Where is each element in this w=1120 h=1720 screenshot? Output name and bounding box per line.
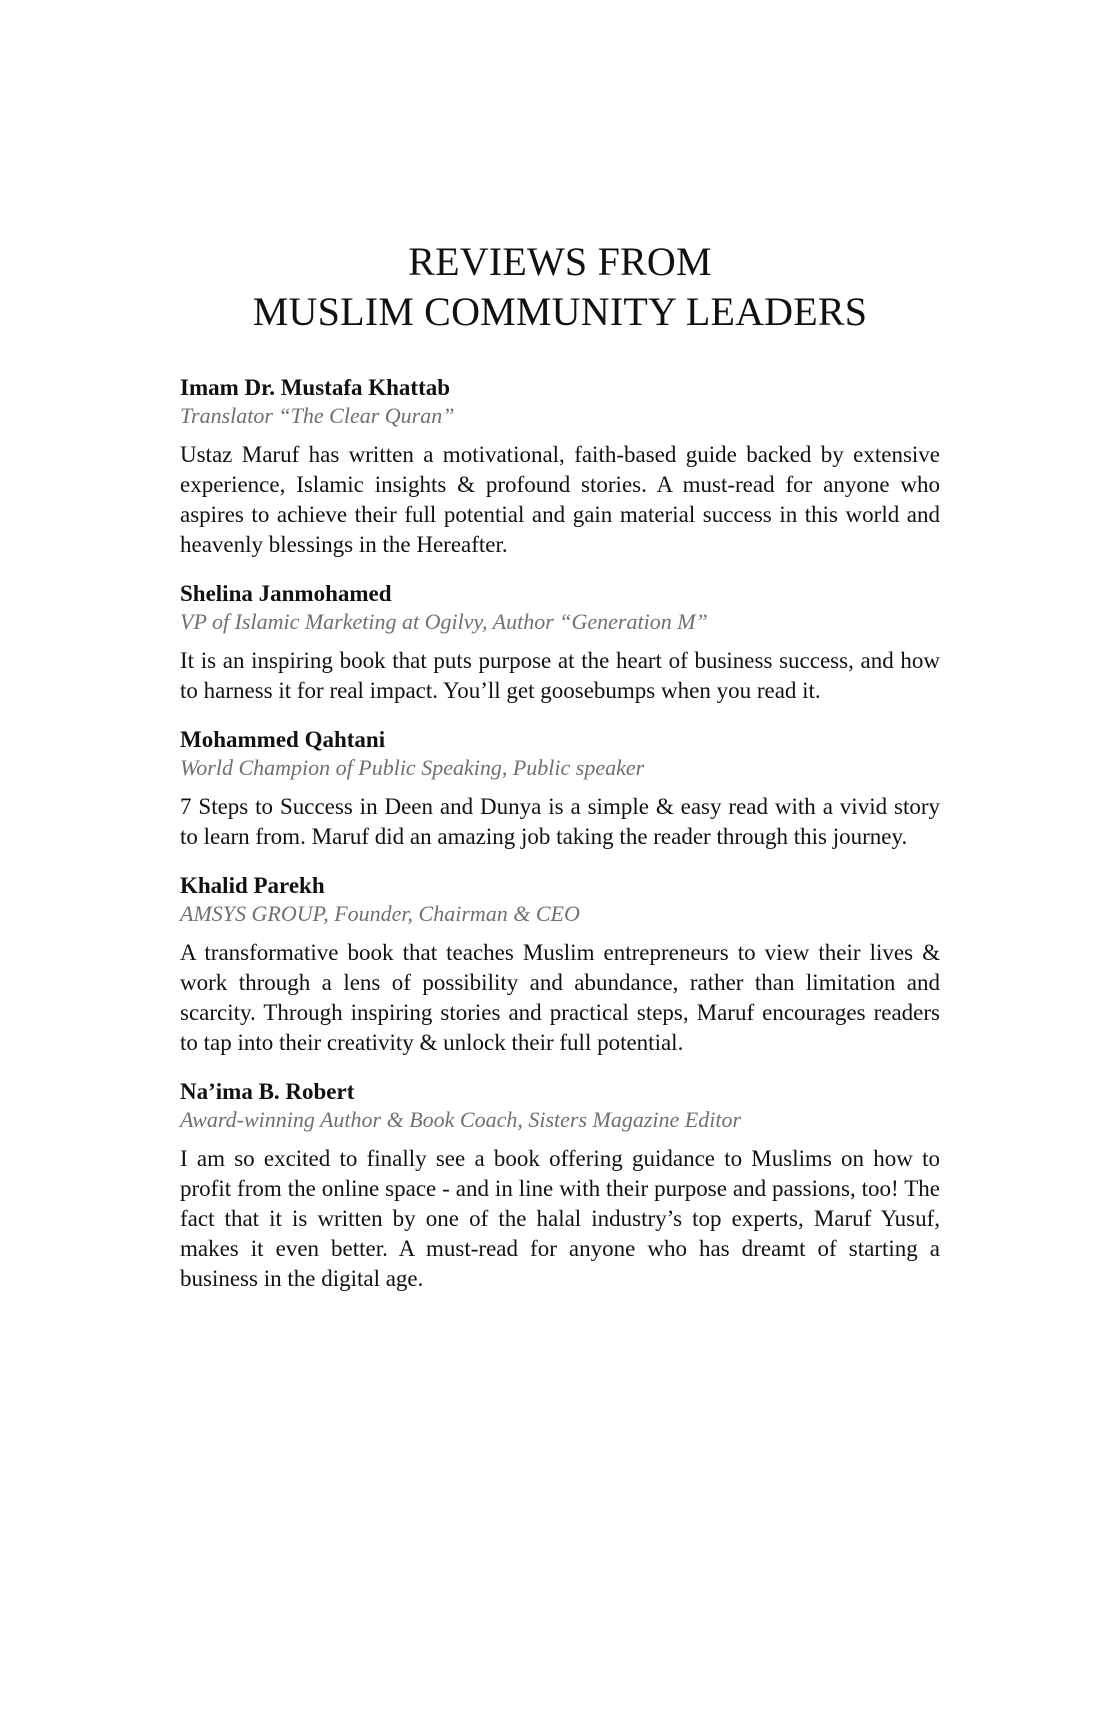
review-text: Ustaz Maruf has written a motivational, faith-based guide backed by extensive experience, Islamic insights & profound stories. A must-read for anyone who aspires to achieve their full potential and gain material success in this world and heavenly blessings in the Hereafter.: [180, 442, 940, 557]
reviewer-role: World Champion of Public Speaking, Public speaker: [180, 755, 645, 780]
review-text: I am so excited to finally see a book offering guidance to Muslims on how to profit from the online space - and in line with their purpose and passions, too! The fact that it is written by one of the halal industry’s top experts, Maruf Yusuf, makes it even better. A must-read for anyone who has dreamt of starting a business in the digital age.: [180, 1146, 940, 1291]
reviewer-name: Na’ima B. Robert: [180, 1079, 355, 1104]
reviewer-role: Translator “The Clear Quran”: [180, 403, 455, 428]
reviewer-name: Khalid Parekh: [180, 873, 325, 898]
review-item: [180, 1078, 940, 1294]
review-text: A transformative book that teaches Muslim entrepreneurs to view their lives & work through a lens of possibility and abundance, rather than limitation and scarcity. Through inspiring stories and practical steps, Maruf encourages readers to tap into their creativity & unlock their full potential.: [180, 940, 940, 1055]
reviews-list: [180, 374, 940, 1314]
review-item: [180, 580, 940, 706]
review-item: [180, 374, 940, 560]
review-item: [180, 872, 940, 1058]
page-title: [0, 237, 1120, 337]
page-title-line-2: MUSLIM COMMUNITY LEADERS: [252, 288, 868, 334]
review-text: 7 Steps to Success in Deen and Dunya is a simple & easy read with a vivid story to learn from. Maruf did an amazing job taking the reader through this journey.: [180, 794, 940, 849]
reviewer-role: AMSYS GROUP, Founder, Chairman & CEO: [180, 901, 580, 926]
reviewer-role: Award-winning Author & Book Coach, Sisters Magazine Editor: [180, 1107, 741, 1132]
reviewer-role: VP of Islamic Marketing at Ogilvy, Author “Generation M”: [180, 609, 708, 634]
review-item: [180, 726, 940, 852]
reviewer-name: Shelina Janmohamed: [180, 581, 392, 606]
review-text: It is an inspiring book that puts purpose at the heart of business success, and how to harness it for real impact. You’ll get goosebumps when you read it.: [180, 648, 940, 703]
reviewer-name: Mohammed Qahtani: [180, 727, 386, 752]
page-title-line-1: REVIEWS FROM: [408, 238, 712, 284]
reviewer-name: Imam Dr. Mustafa Khattab: [180, 375, 451, 400]
